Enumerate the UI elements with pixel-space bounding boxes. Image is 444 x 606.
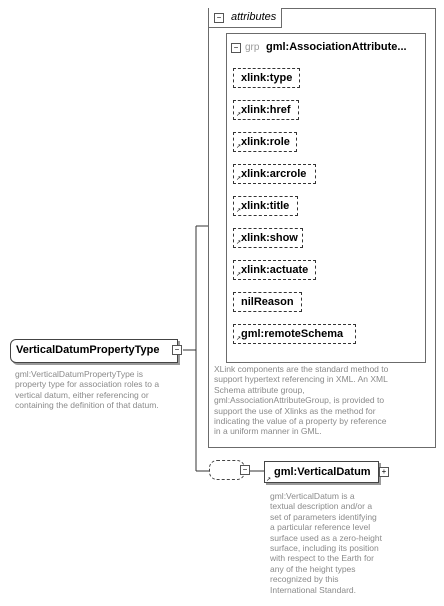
collapse-group-icon[interactable]: − bbox=[231, 43, 241, 53]
attribute-xlink-href[interactable] bbox=[233, 100, 299, 120]
attribute-label: xlink:arcrole bbox=[241, 168, 307, 180]
attribute-xlink-show[interactable] bbox=[233, 228, 303, 248]
attribute-xlink-actuate[interactable] bbox=[233, 260, 316, 280]
collapse-sequence-icon[interactable]: − bbox=[240, 465, 250, 475]
reference-arrow-icon: ↗ bbox=[236, 208, 242, 214]
attribute-nilreason[interactable] bbox=[233, 292, 302, 312]
attribute-xlink-role[interactable] bbox=[233, 132, 297, 152]
attribute-label: gml:remoteSchema bbox=[241, 328, 344, 340]
reference-arrow-icon: ↗ bbox=[236, 144, 242, 150]
attribute-label: xlink:actuate bbox=[241, 264, 309, 276]
attribute-label: xlink:role bbox=[241, 136, 290, 148]
attributes-description: XLink components are the standard method to support hypertext referencing in XML. An XML Schema attribute group, gml:AssociationAttributeGroup, is provided to support the use of Xlinks as the method for indicating the value of a property by reference in a uniform manner in GML. bbox=[214, 364, 389, 437]
attribute-label: nilReason bbox=[241, 296, 294, 308]
vertical-datum-description: gml:VerticalDatum is a textual description and/or a set of parameters identifying a particular reference level surface used as a zero-height surface, including its position with respect to the Earth for any of the height types recognized by this International Standard. bbox=[270, 491, 382, 595]
collapse-root-icon[interactable]: − bbox=[172, 345, 182, 355]
attribute-xlink-title[interactable] bbox=[233, 196, 298, 216]
group-prefix: grp bbox=[245, 42, 260, 53]
reference-arrow-icon: ↗ bbox=[236, 112, 242, 118]
group-name[interactable]: gml:AssociationAttribute... bbox=[266, 41, 407, 53]
attribute-label: xlink:title bbox=[241, 200, 290, 212]
reference-arrow-icon: ↗ bbox=[236, 272, 242, 278]
reference-arrow-icon: ↗ bbox=[236, 240, 242, 246]
attribute-gml-remoteschema[interactable] bbox=[233, 324, 356, 344]
attribute-label: xlink:href bbox=[241, 104, 291, 116]
attribute-xlink-type[interactable] bbox=[233, 68, 300, 88]
reference-arrow-icon: ↗ bbox=[236, 336, 242, 342]
attribute-label: xlink:show bbox=[241, 232, 298, 244]
vertical-datum-name: gml:VerticalDatum bbox=[274, 466, 371, 478]
attributes-label: attributes bbox=[231, 11, 277, 23]
root-type-name: VerticalDatumPropertyType bbox=[16, 344, 160, 356]
attribute-label: xlink:type bbox=[241, 72, 293, 84]
reference-arrow-icon: ↗ bbox=[236, 176, 242, 182]
reference-arrow-icon: ↗ bbox=[266, 477, 272, 483]
expand-element-icon[interactable]: + bbox=[379, 467, 389, 477]
root-description: gml:VerticalDatumPropertyType is property type for association roles to a vertical datum, either referencing or containing the definition of that datum. bbox=[15, 369, 160, 411]
collapse-attributes-icon[interactable]: − bbox=[214, 13, 224, 23]
attribute-xlink-arcrole[interactable] bbox=[233, 164, 316, 184]
